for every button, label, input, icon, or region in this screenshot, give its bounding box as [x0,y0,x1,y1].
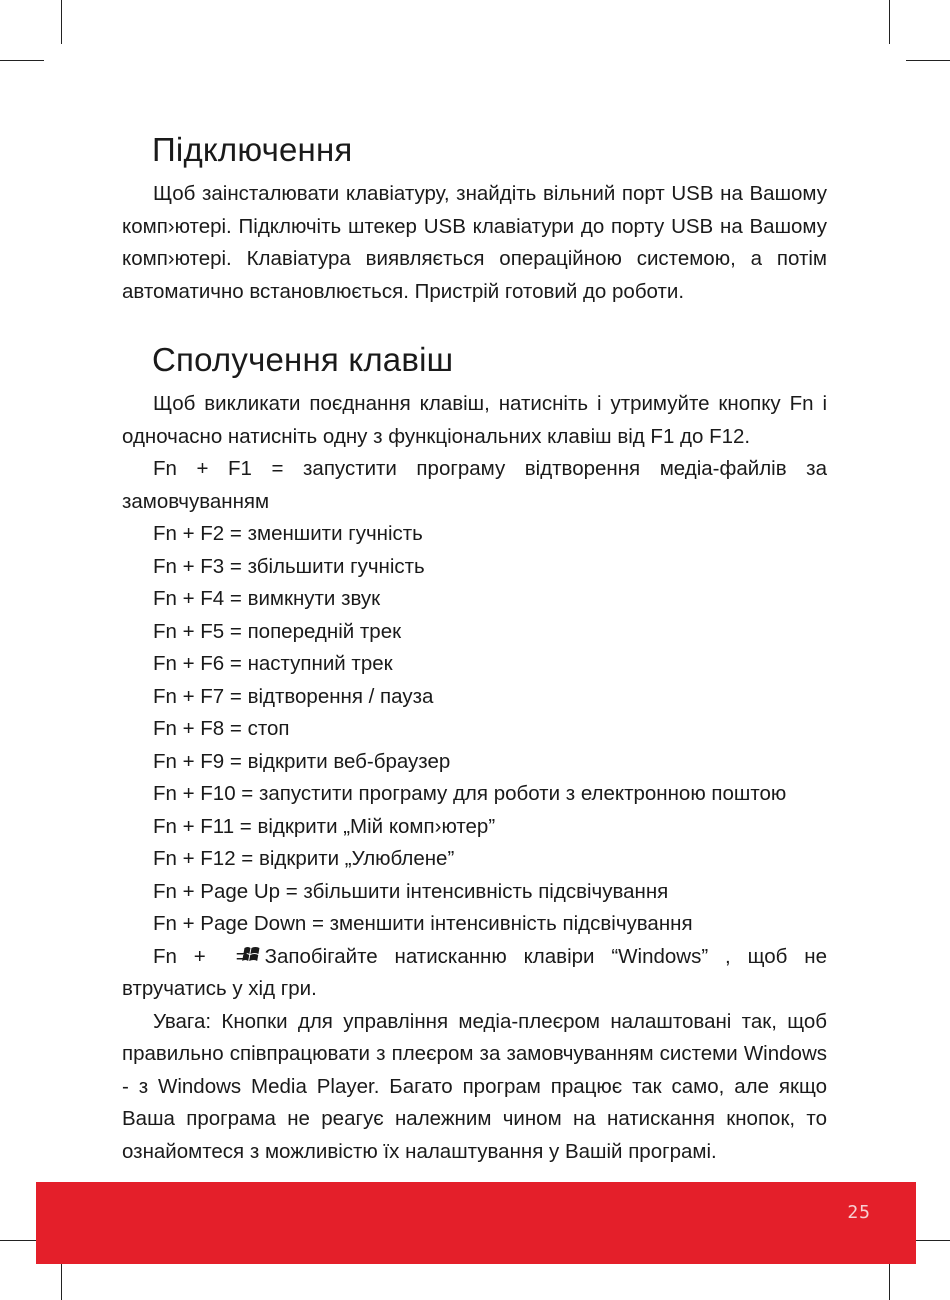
shortcut-windows [122,941,827,1006]
shortcut-f8: Fn + F8 = стоп [153,717,290,740]
shortcut-f3: Fn + F3 = збільшити гучність [153,554,425,578]
shortcut-f10: Fn + F10 = запустити програму для роботи з електронною поштою [153,782,787,805]
page-number: 25 [847,1202,871,1223]
shortcut-list [122,518,827,941]
crop-mark [0,60,44,61]
attention-note: Увага: Кнопки для управління медіа-плеєром налаштовані так, щоб правильно співпрацювати з плеєром за замовчуванням системи Windows - з Windows Media Player. Багато програм працює так само, але якщо Ваша програма не реагує належним чином на натискання кнопок, то ознайомтеся з можливістю їх налаштування у Вашій програмі. [122,1009,827,1163]
connection-paragraph: Щоб заінсталювати клавіатуру, знайдіть вільний порт USB на Вашому комп›ютері. Підключіть штекер USB клавіатури до порту USB на Вашому комп›ютері. Клавіатура виявляється операційною системою, а потім автоматично встановлюється. Пристрій готовий до роботи. [122,182,827,303]
shortcut-f5: Fn + F5 = попередній трек [153,619,402,643]
shortcut-page-up: Fn + Page Up = збільшити інтенсивність підсвічування [153,879,669,903]
shortcut-f9: Fn + F9 = відкрити веб-браузер [153,749,451,773]
crop-mark [889,0,890,44]
shortcut-f7: Fn + F7 = відтворення / пауза [153,684,434,708]
shortcut-f4: Fn + F4 = вимкнути звук [153,587,381,610]
windows-suffix: = Запобігайте натисканню клавіри “Windows” , щоб не втручатись у хід гри. [122,944,827,1000]
shortcut-f6: Fn + F6 = наступний трек [153,652,393,675]
page-content [122,128,827,1168]
footer-band [36,1182,916,1264]
shortcut-f2: Fn + F2 = зменшити гучність [153,522,423,545]
crop-mark [906,60,950,61]
shortcut-f12: Fn + F12 = відкрити „Улюблене” [153,847,455,870]
section-title-connection: Підключення [152,131,353,168]
shortcut-page-down: Fn + Page Down = зменшити інтенсивність підсвічування [153,912,693,935]
section-title-shortcuts: Сполучення клавіш [152,341,454,378]
crop-mark [61,0,62,44]
shortcuts-intro: Щоб викликати поєднання клавіш, натисніть і утримуйте кнопку Fn і одночасно натисніть одну з функціональних клавіш від F1 до F12. [122,392,827,448]
windows-logo-icon [210,943,232,963]
windows-prefix: Fn + [153,944,206,968]
shortcut-f1: Fn + F1 = запустити програму відтворення медіа-файлів за замовчуванням [122,457,827,513]
shortcut-f11: Fn + F11 = відкрити „Мій комп›ютер” [153,814,496,838]
